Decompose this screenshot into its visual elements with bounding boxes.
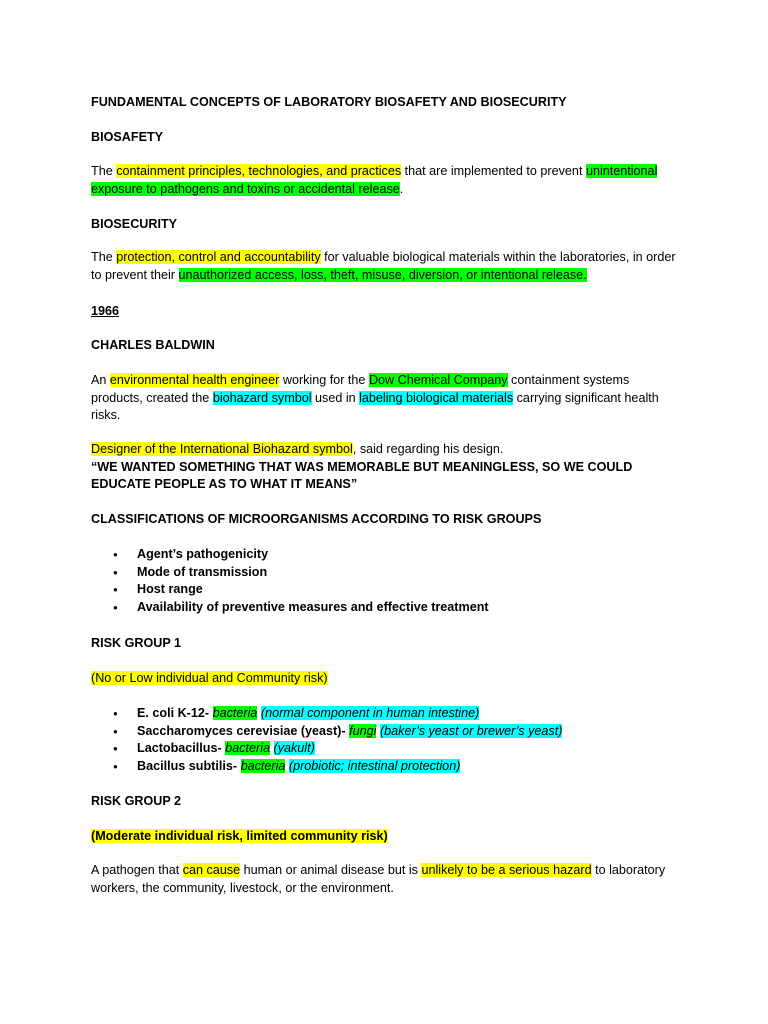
list-item	[91, 758, 681, 776]
risk-group-1-list	[91, 705, 681, 775]
list-item	[91, 723, 681, 741]
highlight-yellow: containment principles, technologies, and practices	[116, 164, 402, 178]
organism-name: Lactobacillus-	[137, 741, 226, 756]
text-run: carrying significant health risks.	[91, 390, 659, 423]
highlight-yellow: unlikely to be a serious hazard	[421, 863, 592, 877]
highlight-green: Dow Chemical Company	[368, 373, 508, 387]
organism-type: fungi	[349, 723, 377, 738]
person-heading: CHARLES BALDWIN	[91, 338, 215, 352]
organism-type: bacteria	[225, 741, 270, 756]
risk-group-2-paragraph	[91, 862, 681, 897]
highlight-yellow: Designer of the International Biohazard symbol	[91, 442, 353, 456]
text-run: The	[91, 250, 117, 264]
text-run: A pathogen that	[91, 863, 183, 877]
list-item: ● Host range	[91, 581, 681, 599]
year-heading: 1966	[91, 304, 120, 318]
organism-note: (normal component in human intestine)	[260, 706, 480, 720]
text-run: An	[91, 373, 110, 387]
list-item: ● Agent’s pathogenicity	[91, 546, 681, 564]
text-run: working for the	[279, 373, 369, 387]
organism-type: bacteria	[212, 706, 258, 720]
text-run: human or animal disease but is	[240, 863, 422, 877]
risk-group-2-description	[91, 828, 681, 846]
biosecurity-definition	[91, 249, 681, 284]
baldwin-paragraph	[91, 372, 681, 425]
classification-list	[91, 546, 681, 616]
organism-type: bacteria	[240, 758, 286, 773]
text-run: to laboratory workers, the community, livestock, or the environment.	[91, 863, 666, 895]
organism-note: (probiotic; intestinal protection)	[288, 758, 461, 773]
highlight-yellow: environmental health engineer	[109, 373, 280, 387]
list-item	[91, 705, 681, 723]
list-item	[91, 740, 681, 758]
highlight-yellow: (No or Low individual and Community risk)	[91, 671, 328, 685]
highlight-green: unintentional exposure to pathogens and toxins or accidental release	[91, 164, 658, 196]
highlight-green: unauthorized access, loss, theft, misuse, diversion, or intentional release.	[178, 267, 587, 282]
text-run: that are implemented to prevent	[401, 164, 586, 178]
highlight-yellow: (Moderate individual risk, limited community risk)	[91, 829, 388, 843]
document-title: FUNDAMENTAL CONCEPTS OF LABORATORY BIOSAFETY AND BIOSECURITY	[91, 95, 567, 109]
text-run: containment systems products, created the	[91, 373, 630, 405]
organism-note: (baker’s yeast or brewer’s yeast)	[379, 723, 563, 738]
text-run: , said regarding his design.	[352, 442, 504, 456]
organism-note: (yakult)	[273, 741, 315, 756]
risk-group-1-description	[91, 670, 681, 688]
list-item: ● Mode of transmission	[91, 564, 681, 582]
baldwin-quote: “WE WANTED SOMETHING THAT WAS MEMORABLE BUT MEANINGLESS, SO WE COULD EDUCATE PEOPLE AS TO WHAT IT MEANS”	[91, 459, 633, 492]
organism-name: Bacillus subtilis-	[137, 758, 241, 773]
list-item: ● Availability of preventive measures and effective treatment	[91, 599, 681, 617]
risk-group-2-heading: RISK GROUP 2	[91, 794, 182, 808]
designer-paragraph	[91, 441, 681, 494]
risk-group-1-heading: RISK GROUP 1	[91, 636, 182, 650]
biosafety-heading: BIOSAFETY	[91, 130, 164, 144]
biosecurity-heading: BIOSECURITY	[91, 217, 178, 231]
organism-name: E. coli K-12-	[137, 706, 213, 720]
organism-name: Saccharomyces cerevisiae (yeast)-	[137, 723, 350, 738]
text-run: The	[91, 164, 117, 178]
text-run: used in	[311, 390, 360, 405]
highlight-cyan: biohazard symbol	[212, 390, 312, 405]
highlight-yellow: can cause	[182, 863, 241, 877]
text-run: for valuable biological materials within the laboratories, in order to prevent their	[91, 250, 676, 282]
classifications-heading: CLASSIFICATIONS OF MICROORGANISMS ACCORDING TO RISK GROUPS	[91, 512, 542, 526]
biosafety-definition	[91, 163, 681, 198]
highlight-yellow: protection, control and accountability	[116, 250, 321, 264]
highlight-cyan: labeling biological materials	[359, 390, 514, 405]
text-run: .	[399, 181, 404, 196]
